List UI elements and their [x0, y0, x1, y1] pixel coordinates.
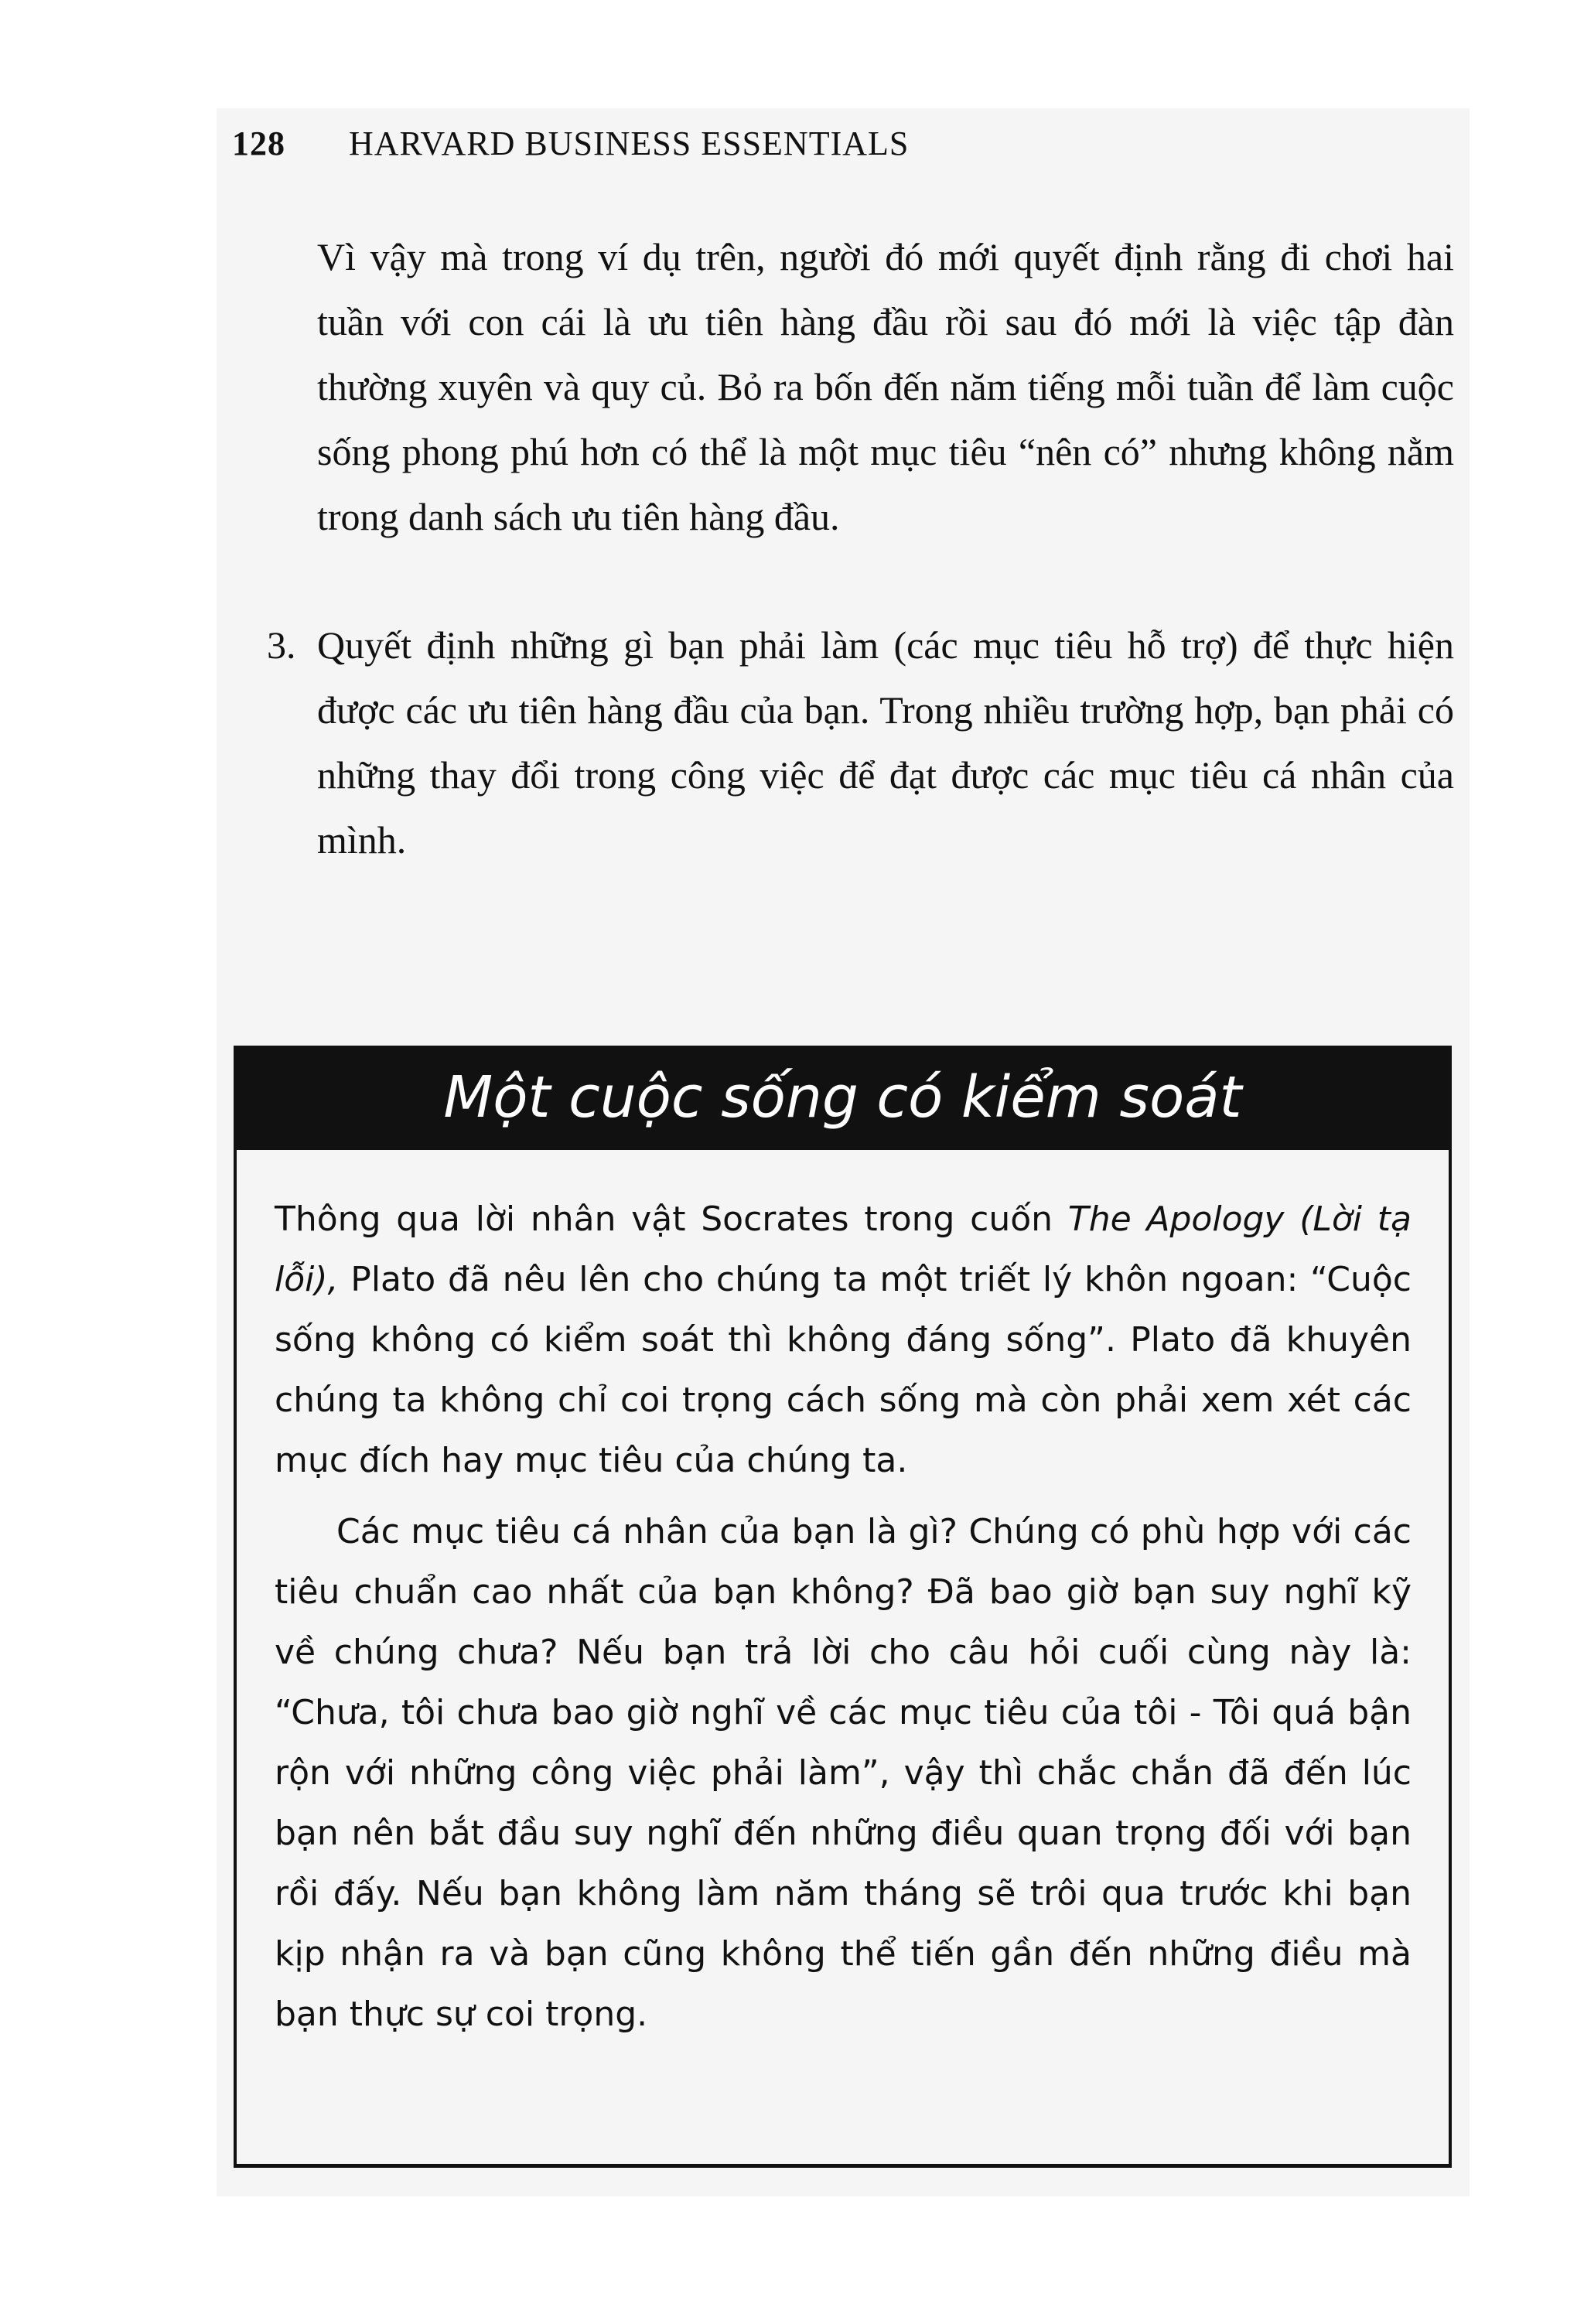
list-item-text: Quyết định những gì bạn phải làm (các mục tiêu hỗ trợ) để thực hiện được các ưu tiên hàng đầu của bạn. Trong nhiều trường hợp, bạn phải có những thay đổi trong công việc để đạt được các mục tiêu cá nhân của mình.: [317, 623, 1454, 862]
sidebar-p1-intro: Thông qua lời nhân vật Socrates trong cuốn: [275, 1200, 1068, 1239]
sidebar-p1-rest: Plato đã nêu lên cho chúng ta một triết lý khôn ngoan: “Cuộc sống không có kiểm soát thì không đáng sống”. Plato đã khuyên chúng ta không chỉ coi trọng cách sống mà còn phải xem xét các mục đích hay mục tiêu của chúng ta.: [275, 1260, 1412, 1480]
book-title: The Apology (Lời tạ lỗi),: [275, 1200, 1412, 1299]
body-paragraph: Vì vậy mà trong ví dụ trên, người đó mới quyết định rằng đi chơi hai tuần với con cái là ưu tiên hàng đầu rồi sau đó mới là việc tập đàn thường xuyên và quy củ. Bỏ ra bốn đến năm tiếng mỗi tuần để làm cuộc sống phong phú hơn có thể là một mục tiêu “nên có” nhưng không nằm trong danh sách ưu tiên hàng đầu.: [317, 235, 1454, 538]
sidebar-paragraph-2: Các mục tiêu cá nhân của bạn là gì? Chúng có phù hợp với các tiêu chuẩn cao nhất của bạn không? Đã bao giờ bạn suy nghĩ kỹ về chúng chưa? Nếu bạn trả lời cho câu hỏi cuối cùng này là: “Chưa, tôi chưa bao giờ nghĩ về các mục tiêu của tôi - Tôi quá bận rộn với những công việc phải làm”, vậy thì chắc chắn đã đến lúc bạn nên bắt đầu suy nghĩ đến những điều quan trọng đối với bạn rồi đấy. Nếu bạn không làm năm tháng sẽ trôi qua trước khi bạn kịp nhận ra và bạn cũng không thể tiến gần đến những điều mà bạn thực sự coi trọng.: [275, 1512, 1412, 2034]
sidebar-box-content: [275, 1189, 1412, 2045]
list-item-3: [267, 613, 1454, 872]
sidebar-paragraph-1: [275, 1189, 1412, 1491]
running-title: HARVARD BUSINESS ESSENTIALS: [349, 125, 910, 162]
running-header: [232, 124, 909, 163]
list-number: 3.: [267, 623, 296, 667]
body-paragraph-block: [317, 224, 1454, 549]
sidebar-box-title: Một cuộc sống có kiểm soát: [234, 1046, 1452, 1150]
page-number: 128: [232, 125, 285, 162]
